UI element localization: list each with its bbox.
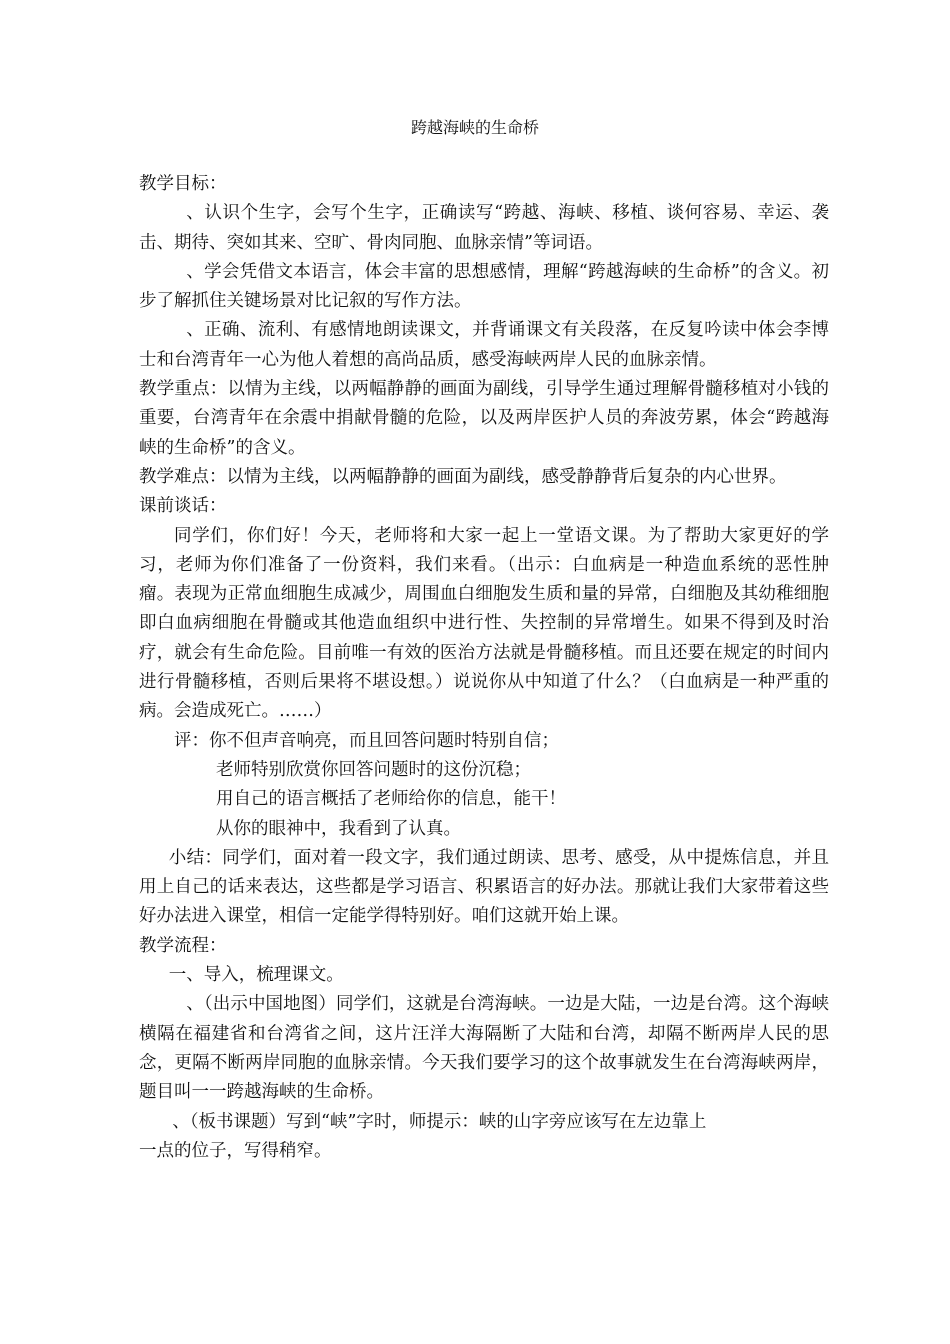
step-2-line-2: 一点的位子，写得稍窄。 xyxy=(139,1140,332,1161)
comment-4: 从你的眼神中，我看到了认真。 xyxy=(216,818,461,839)
key-points: 教学重点：以情为主线，以两幅静静的画面为副线，引导学生通过理解骨髓移植对小钱的重要，台湾青年在余震中捐献骨髓的危险，以及两岸医护人员的奔波劳累，体会“跨越海峡的生命桥”的含义。 xyxy=(139,379,829,458)
objective-3: 、正确、流利、有感情地朗读课文，并背诵课文有关段落，在反复吟读中体会李博士和台湾青年一心为他人着想的高尚品质，感受海峡两岸人民的血脉亲情。 xyxy=(139,320,829,370)
objective-2: 、学会凭借文本语言，体会丰富的思想感情，理解“跨越海峡的生命桥”的含义。初步了解抓住关键场景对比记叙的写作方法。 xyxy=(139,261,829,312)
comment-3: 用自己的语言概括了老师给你的信息，能干！ xyxy=(216,789,566,810)
process-heading: 教学流程： xyxy=(139,935,227,956)
section-1-heading: 一、导入，梳理课文。 xyxy=(168,965,344,986)
pre-talk-heading: 课前谈话： xyxy=(139,496,227,517)
step-1-paragraph: 、（出示中国地图）同学们，这就是台湾海峡。一边是大陆，一边是台湾。这个海峡横隔在福建省和台湾省之间，这片汪洋大海隔断了大陆和台湾，却隔不断两岸人民的思念，更隔不断两岸同胞的血脉亲情。今天我们要学习的这个故事就发生在台湾海峡两岸，题目叫一一跨越海峡的生命桥。 xyxy=(139,994,829,1103)
document-body xyxy=(139,170,829,1166)
document-title: 跨越海峡的生命桥 xyxy=(410,118,539,137)
objectives-heading: 教学目标： xyxy=(139,174,227,194)
difficulties: 教学难点：以情为主线，以两幅静静的画面为副线，感受静静背后复杂的内心世界。 xyxy=(139,466,787,487)
comment-1: 评：你不但声音响亮，而且回答问题时特别自信； xyxy=(174,730,559,751)
objective-1: 、认识个生字，会写个生字，正确读写“跨越、海峡、移植、谈何容易、幸运、袭击、期待、突如其来、空旷、骨肉同胞、血脉亲情”等词语。 xyxy=(139,203,829,253)
pre-talk-paragraph: 同学们，你们好！今天，老师将和大家一起上一堂语文课。为了帮助大家更好的学习，老师为你们准备了一份资料，我们来看。（出示：白血病是一种造血系统的恶性肿瘤。表现为正常血细胞生成减少，周围血白细胞发生质和量的异常，白细胞及其幼稚细胞即白血病细胞在骨髓或其他造血组织中进行性、失控制的异常增生。如果不得到及时治疗，就会有生命危险。目前唯一有效的医治方法就是骨髓移植。而且还要在规定的时间内进行骨髓移植，否则后果将不堪设想。）说说你从中知道了什么？（白血病是一种严重的病。会造成死亡。……） xyxy=(139,525,829,722)
comment-2: 老师特别欣赏你回答问题时的这份沉稳； xyxy=(216,759,531,780)
step-2-line-1: 、（板书课题）写到“峡”字时，师提示：峡的山字旁应该写在左边靠上 xyxy=(172,1111,707,1132)
summary-paragraph: 小结：同学们，面对着一段文字，我们通过朗读、思考、感受，从中提炼信息，并且用上自己的话来表达，这些都是学习语言、积累语言的好办法。那就让我们大家带着这些好办法进入课堂，相信一定能学得特别好。咱们这就开始上课。 xyxy=(139,847,829,927)
